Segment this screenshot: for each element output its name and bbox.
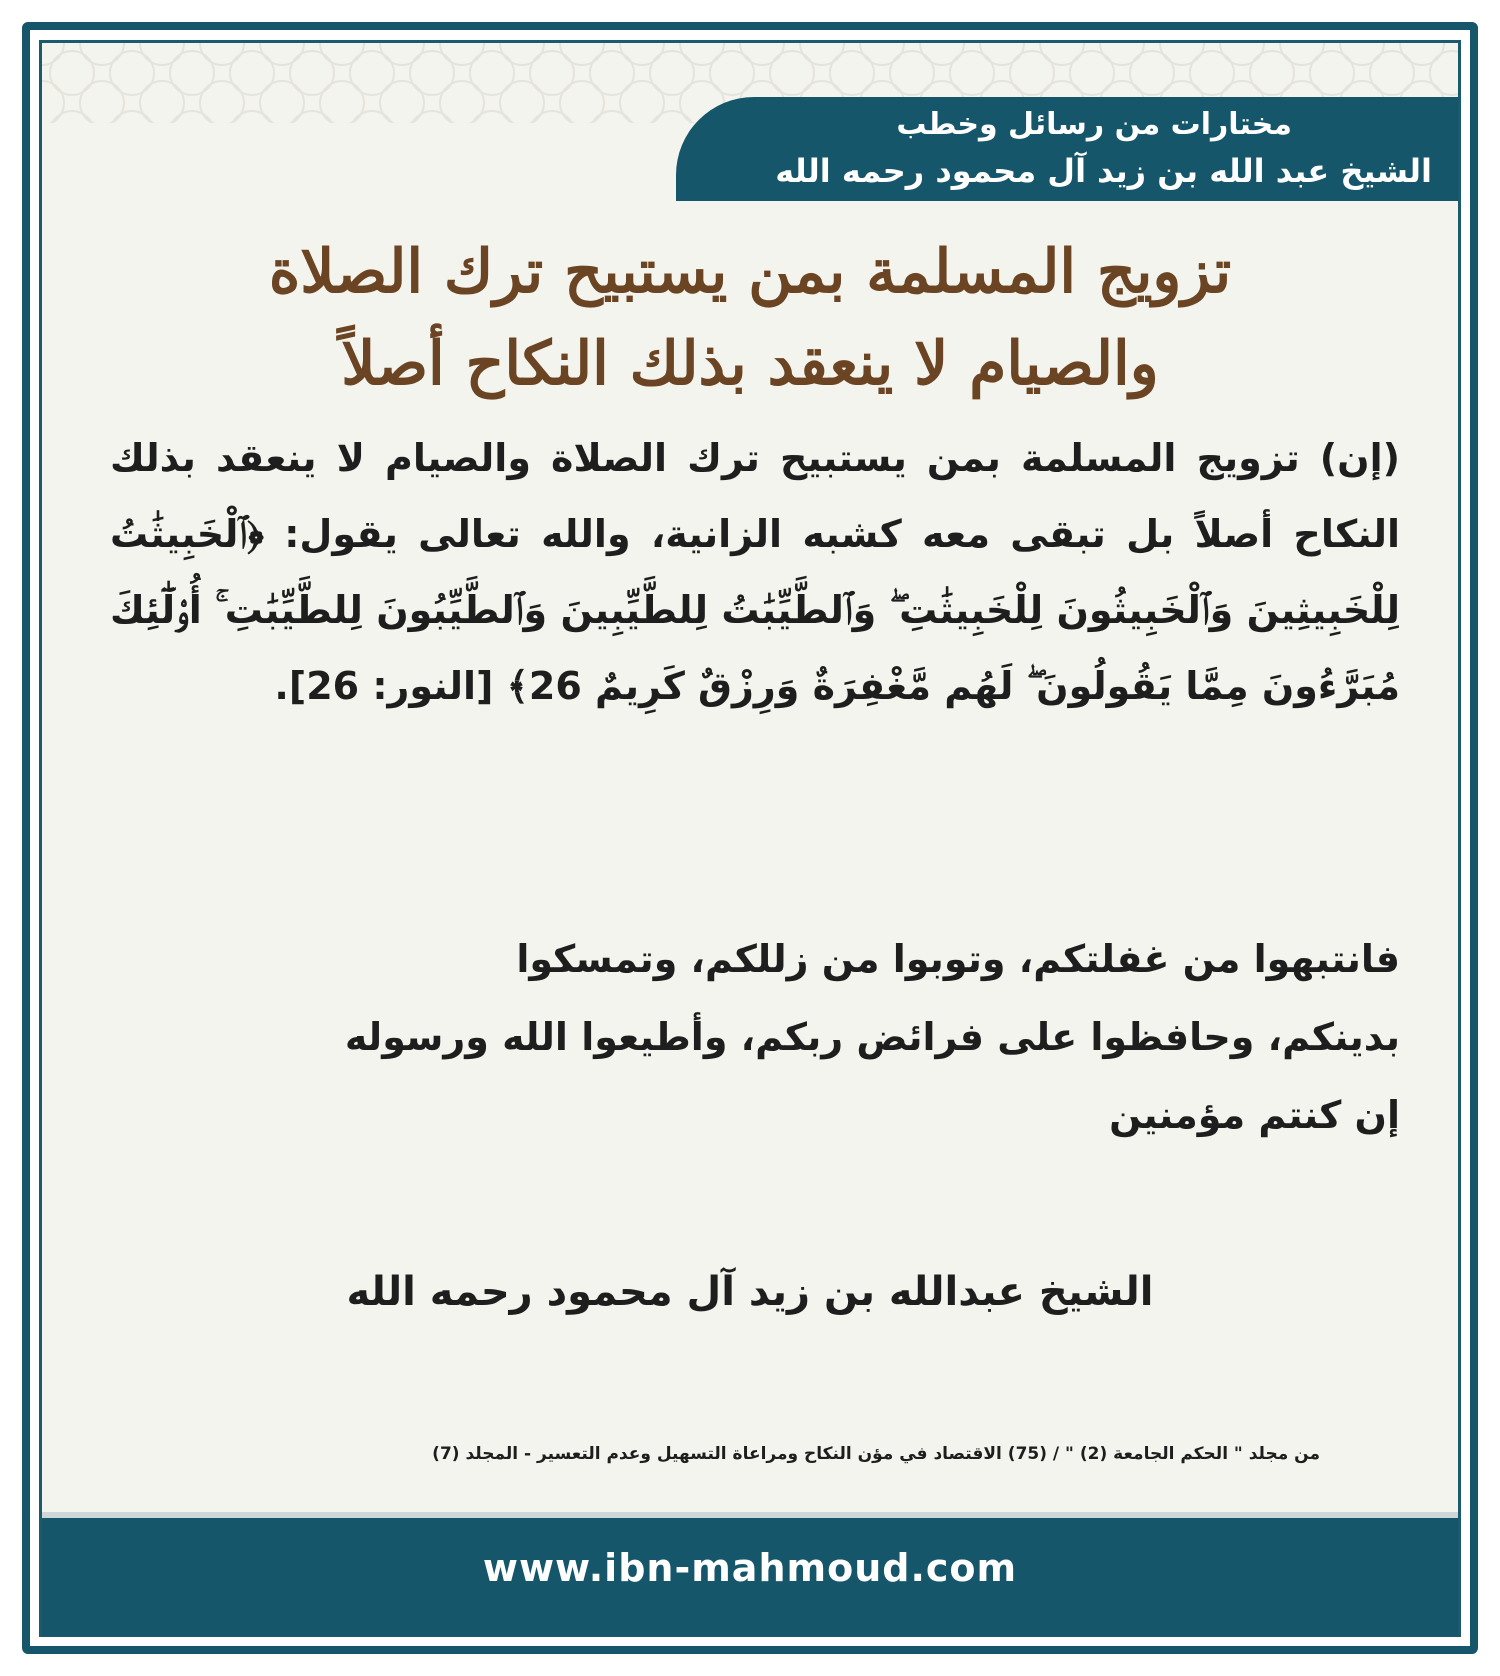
footer-band [42, 1512, 1458, 1636]
header-badge [676, 97, 1458, 201]
header-author: الشيخ عبد الله بن زيد آل محمود رحمه الله [775, 152, 1432, 190]
title-line-1: تزويج المسلمة بمن يستبيح ترك الصلاة [268, 237, 1232, 307]
header-subtitle: مختارات من رسائل وخطب [896, 107, 1292, 142]
page-title [140, 226, 1360, 410]
website-link[interactable]: www.ibn-mahmoud.com [482, 1546, 1018, 1590]
paragraph-2-line-1: فانتبهوا من غفلتكم، وتوبوا من زللكم، وتمسكوا [516, 937, 1400, 981]
paragraph-2-line-3: إن كنتم مؤمنين [1109, 1093, 1400, 1137]
source-citation: من مجلد " الحكم الجامعة (2) " / (75) الاقتصاد في مؤن النكاح ومراعاة التسهيل وعدم التعسير - المجلد (7) [432, 1444, 1320, 1464]
title-line-2: والصيام لا ينعقد بذلك النكاح أصلاً [341, 329, 1159, 399]
paragraph-2-line-2: بدينكم، وحافظوا على فرائض ربكم، وأطيعوا الله ورسوله [344, 1015, 1400, 1059]
signature: الشيخ عبدالله بن زيد آل محمود رحمه الله [346, 1269, 1154, 1315]
body-paragraph-1: (إن) تزويج المسلمة بمن يستبيح ترك الصلاة والصيام لا ينعقد بذلك النكاح أصلاً بل تبقى معه كشبه الزانية، والله تعالى يقول: ﴿ٱلْخَبِيثَٰتُ لِلْخَبِيثِينَ وَٱلْخَبِيثُونَ لِلْخَبِيثَٰتِ ۖ وَٱلطَّيِّبَٰتُ لِلطَّيِّبِينَ وَٱلطَّيِّبُونَ لِلطَّيِّبَٰتِ ۚ أُو۟لَٰٓئِكَ مُبَرَّءُونَ مِمَّا يَقُولُونَ ۖ لَهُم مَّغْفِرَةٌ وَرِزْقٌ كَرِيمٌ 26﴾ [النور: 26]. [110, 436, 1400, 708]
body-paragraph-2 [110, 920, 1400, 1154]
